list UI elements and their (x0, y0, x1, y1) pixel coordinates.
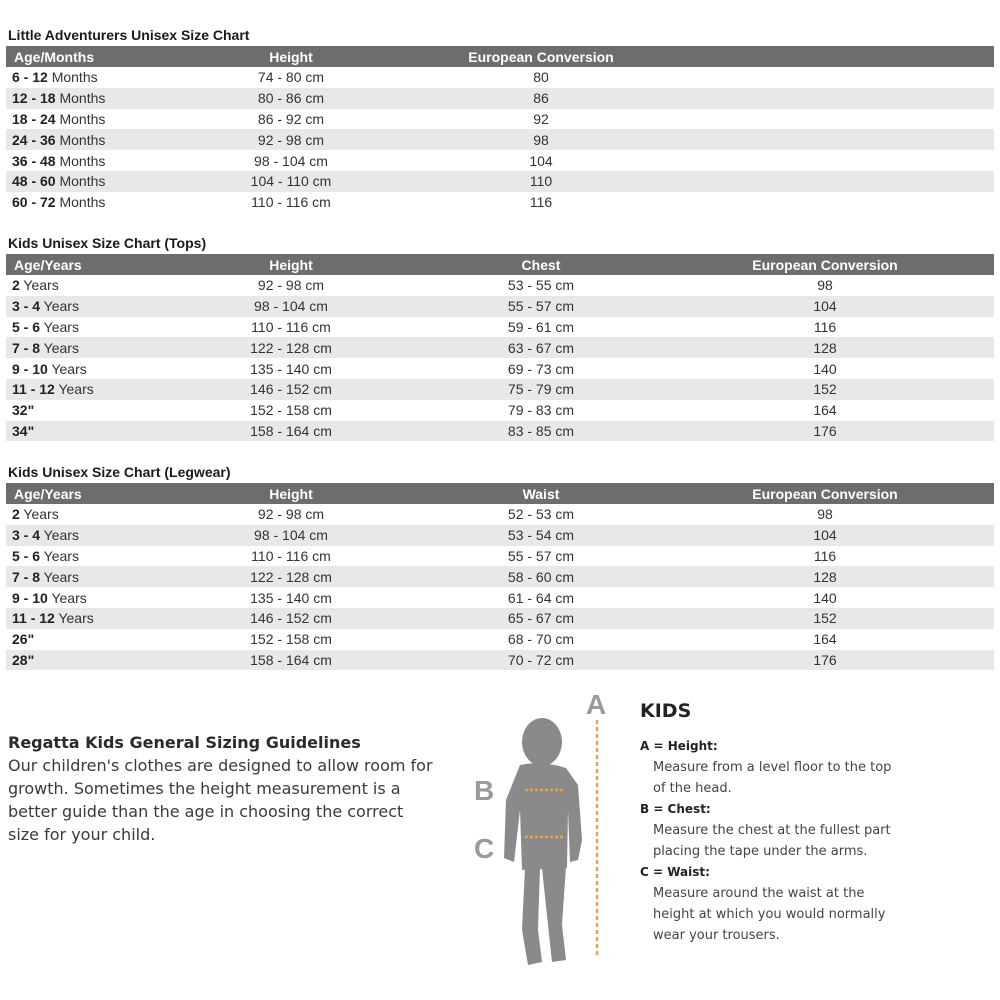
size-label-cell (6, 546, 156, 567)
table-cell: 63 - 67 cm (426, 337, 656, 358)
size-number: 48 - 60 (12, 173, 56, 190)
table-header-row (6, 483, 994, 504)
size-unit: Months (55, 173, 106, 190)
table-row (6, 566, 994, 587)
size-number: 11 - 12 (12, 381, 55, 398)
size-label-cell (6, 317, 156, 338)
table-row (6, 421, 994, 442)
table-cell: 140 (813, 589, 837, 606)
size-unit: Years (47, 360, 87, 377)
table-cell: 70 - 72 cm (426, 650, 656, 671)
table-cell: 92 - 98 cm (156, 129, 426, 150)
table-cell: 80 (533, 69, 549, 86)
size-table (6, 46, 994, 213)
table-cell: 152 (656, 379, 994, 400)
size-unit: Months (55, 131, 106, 148)
size-label-cell (6, 421, 156, 442)
table-row (6, 650, 994, 671)
size-unit: Years (40, 527, 79, 544)
table-cell: 122 - 128 cm (156, 566, 426, 587)
size-unit: Years (40, 568, 79, 585)
table-cell: 65 - 67 cm (426, 608, 656, 629)
size-unit: Months (55, 110, 106, 127)
size-unit: Months (55, 90, 106, 107)
table-cell: 116 (813, 318, 837, 335)
table-cell: 79 - 83 cm (507, 402, 575, 419)
table-cell: 164 (813, 631, 837, 648)
size-label-cell (6, 67, 156, 88)
size-label-cell (6, 296, 156, 317)
table-cell: 135 - 140 cm (250, 589, 332, 606)
column-header: Waist (426, 483, 656, 504)
table-cell (656, 109, 994, 130)
size-unit: Years (40, 298, 79, 315)
size-unit: Months (55, 194, 106, 211)
table-cell: 55 - 57 cm (426, 296, 656, 317)
size-label-cell (6, 650, 156, 671)
table-row (6, 504, 994, 525)
table-cell (656, 171, 994, 192)
table-row (6, 88, 994, 109)
table-cell: 110 - 116 cm (251, 547, 331, 564)
legend-desc-chest: Measure the chest at the fullest part placing the tape under the arms. (653, 823, 891, 859)
table-cell: 98 - 104 cm (156, 296, 426, 317)
column-header: Chest (426, 254, 656, 275)
table-cell: 152 - 158 cm (250, 631, 332, 648)
table-cell: 152 (656, 608, 994, 629)
size-label-cell (6, 88, 156, 109)
legend-desc-height: Measure from a level floor to the top of the head. (653, 760, 892, 796)
table-cell: 98 (817, 506, 833, 523)
size-number: 36 - 48 (12, 152, 56, 169)
size-chart-kids-legwear (6, 463, 994, 670)
table-cell: 164 (813, 402, 837, 419)
size-label-cell (6, 129, 156, 150)
table-row (6, 587, 994, 608)
table-cell: 116 (529, 194, 553, 211)
table-cell: 58 - 60 cm (426, 566, 656, 587)
table-cell (656, 129, 994, 150)
table-title: Kids Unisex Size Chart (Legwear) (8, 464, 231, 480)
size-number: 60 - 72 (12, 194, 56, 211)
guidelines-title: Regatta Kids General Sizing Guidelines (8, 733, 361, 752)
size-number: 26" (12, 631, 35, 648)
table-cell: 122 - 128 cm (156, 337, 426, 358)
size-label-cell (6, 192, 156, 213)
table-cell: 176 (656, 650, 994, 671)
size-label-cell (6, 587, 156, 608)
table-cell: 110 - 116 cm (251, 318, 331, 335)
table-cell: 80 - 86 cm (156, 88, 426, 109)
column-header: European Conversion (656, 483, 994, 504)
table-row (6, 67, 994, 88)
table-cell (656, 192, 994, 213)
table-cell: 146 - 152 cm (156, 379, 426, 400)
legend-term-waist: C = Waist: (640, 865, 710, 879)
table-cell: 53 - 55 cm (507, 277, 575, 294)
table-cell: 98 - 104 cm (156, 525, 426, 546)
table-cell: 92 - 98 cm (257, 506, 325, 523)
table-title: Little Adventurers Unisex Size Chart (8, 27, 250, 43)
table-cell: 86 - 92 cm (257, 110, 325, 127)
size-unit: Years (40, 339, 79, 356)
table-cell: 128 (656, 337, 994, 358)
size-unit: Years (19, 277, 59, 294)
child-silhouette-icon (470, 690, 620, 980)
table-row (6, 525, 994, 546)
table-cell: 92 - 98 cm (257, 277, 325, 294)
size-label-cell (6, 608, 156, 629)
table-cell: 158 - 164 cm (156, 421, 426, 442)
size-number: 9 - 10 (12, 360, 48, 377)
size-unit: Years (47, 589, 87, 606)
column-header: Age/Years (6, 254, 156, 275)
size-number: 7 - 8 (12, 568, 41, 585)
table-row (6, 317, 994, 338)
label-c: C (474, 833, 495, 864)
size-number: 9 - 10 (12, 589, 48, 606)
table-cell: 158 - 164 cm (156, 650, 426, 671)
table-header-row (6, 254, 994, 275)
table-cell: 74 - 80 cm (257, 69, 325, 86)
column-header: Height (156, 46, 426, 67)
label-a: A (586, 690, 607, 720)
table-cell: 128 (656, 566, 994, 587)
table-cell: 104 (656, 296, 994, 317)
table-cell: 135 - 140 cm (250, 360, 332, 377)
table-cell: 59 - 61 cm (507, 318, 575, 335)
size-number: 11 - 12 (12, 610, 55, 627)
size-label-cell (6, 566, 156, 587)
sizing-guidelines (8, 733, 438, 846)
kids-measurement-legend (640, 700, 990, 946)
label-b: B (474, 775, 495, 806)
table-row (6, 400, 994, 421)
size-unit: Years (54, 381, 94, 398)
size-label-cell (6, 150, 156, 171)
size-number: 7 - 8 (12, 339, 41, 356)
table-row (6, 275, 994, 296)
table-row (6, 296, 994, 317)
size-number: 12 - 18 (12, 90, 56, 107)
table-cell: 152 - 158 cm (250, 402, 332, 419)
table-cell: 75 - 79 cm (426, 379, 656, 400)
table-cell: 92 (533, 110, 549, 127)
size-unit: Years (40, 547, 79, 564)
size-number: 3 - 4 (12, 298, 41, 315)
size-table (6, 483, 994, 670)
column-header: Height (156, 254, 426, 275)
size-label-cell (6, 504, 156, 525)
size-label-cell (6, 171, 156, 192)
table-cell: 98 - 104 cm (254, 152, 328, 169)
table-row (6, 358, 994, 379)
size-unit: Years (54, 610, 94, 627)
size-unit: Years (19, 506, 59, 523)
table-cell (656, 67, 994, 88)
size-number: 24 - 36 (12, 131, 56, 148)
size-chart-little-adventurers (6, 26, 994, 213)
size-number: 5 - 6 (12, 547, 41, 564)
size-label-cell (6, 275, 156, 296)
table-row (6, 337, 994, 358)
table-cell: 98 (817, 277, 833, 294)
table-cell: 53 - 54 cm (426, 525, 656, 546)
table-cell: 104 - 110 cm (156, 171, 426, 192)
table-cell: 61 - 64 cm (507, 589, 575, 606)
size-number: 32" (12, 402, 35, 419)
size-label-cell (6, 400, 156, 421)
table-cell: 176 (656, 421, 994, 442)
column-header: European Conversion (656, 254, 994, 275)
guidelines-body: Our children's clothes are designed to allow room for growth. Sometimes the height measurement is a better guide than the age in choosing the correct size for your child. (8, 756, 433, 844)
size-number: 5 - 6 (12, 318, 41, 335)
size-label-cell (6, 379, 156, 400)
table-cell: 146 - 152 cm (156, 608, 426, 629)
column-header: Height (156, 483, 426, 504)
column-header: European Conversion (426, 46, 656, 67)
size-label-cell (6, 109, 156, 130)
table-title: Kids Unisex Size Chart (Tops) (8, 235, 207, 251)
size-unit: Months (47, 69, 98, 86)
table-row (6, 608, 994, 629)
table-cell (656, 150, 994, 171)
table-cell: 68 - 70 cm (507, 631, 575, 648)
table-cell: 86 (426, 88, 656, 109)
column-header: Age/Years (6, 483, 156, 504)
table-row (6, 171, 994, 192)
kids-title: KIDS (640, 700, 692, 722)
size-label-cell (6, 629, 156, 650)
size-unit: Months (55, 152, 106, 169)
table-cell: 104 (656, 525, 994, 546)
table-cell: 110 (426, 171, 656, 192)
legend-term-chest: B = Chest: (640, 802, 711, 816)
table-cell: 69 - 73 cm (507, 360, 575, 377)
size-number: 34" (12, 422, 35, 439)
size-number: 28" (12, 651, 35, 668)
table-row (6, 109, 994, 130)
table-row (6, 546, 994, 567)
table-cell: 116 (813, 547, 837, 564)
size-chart-kids-tops (6, 234, 994, 441)
table-cell: 110 - 116 cm (251, 194, 331, 211)
table-cell: 55 - 57 cm (507, 547, 575, 564)
size-table (6, 254, 994, 441)
size-number: 18 - 24 (12, 110, 56, 127)
table-cell: 52 - 53 cm (507, 506, 575, 523)
table-row (6, 150, 994, 171)
size-label-cell (6, 525, 156, 546)
table-header-row (6, 46, 994, 67)
table-row (6, 129, 994, 150)
column-header (656, 46, 994, 67)
measurement-figure (470, 690, 620, 980)
table-cell (656, 88, 994, 109)
size-label-cell (6, 358, 156, 379)
table-cell: 104 (529, 152, 553, 169)
table-row (6, 629, 994, 650)
table-row (6, 379, 994, 400)
size-number: 2 (12, 277, 20, 294)
size-number: 6 - 12 (12, 69, 48, 86)
legend-desc-waist: Measure around the waist at the height at which you would normally wear your trousers. (653, 886, 886, 943)
legend-term-height: A = Height: (640, 739, 718, 753)
table-cell: 140 (813, 360, 837, 377)
size-number: 2 (12, 506, 20, 523)
size-label-cell (6, 337, 156, 358)
table-cell: 98 (426, 129, 656, 150)
size-number: 3 - 4 (12, 527, 41, 544)
size-unit: Years (40, 318, 79, 335)
table-row (6, 192, 994, 213)
table-cell: 83 - 85 cm (426, 421, 656, 442)
column-header: Age/Months (6, 46, 156, 67)
child-figure (504, 718, 582, 965)
